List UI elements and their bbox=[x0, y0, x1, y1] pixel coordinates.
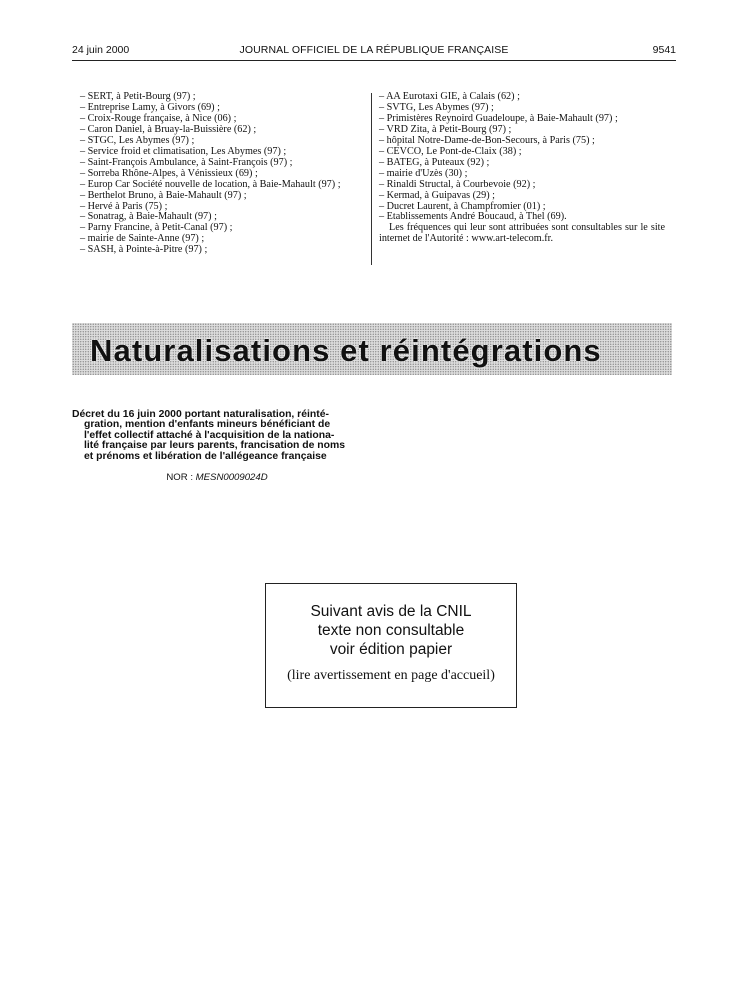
decree-title bbox=[72, 410, 362, 462]
list-item: – Etablissements André Boucaud, à Thel (69). bbox=[379, 211, 567, 223]
list-item: – STGC, Les Abymes (97) ; bbox=[80, 134, 195, 146]
list-item: – Rinaldi Structal, à Courbevoie (92) ; bbox=[379, 178, 536, 190]
list-item: – Parny Francine, à Petit-Canal (97) ; bbox=[80, 222, 233, 234]
section-title: Naturalisations et réintégrations bbox=[90, 333, 602, 368]
list-item: – BATEG, à Puteaux (92) ; bbox=[379, 156, 490, 168]
list-item: – SERT, à Petit-Bourg (97) ; bbox=[80, 91, 196, 102]
list-item: – Europ Car Société nouvelle de location, à Baie-Mahault (97) ; bbox=[80, 178, 341, 190]
list-item: – Entreprise Lamy, à Givors (69) ; bbox=[80, 101, 220, 113]
decree-title-line: gration, mention d'enfants mineurs bénéficiant de bbox=[84, 419, 331, 431]
section-banner bbox=[72, 323, 672, 375]
list-item: – SASH, à Pointe-à-Pitre (97) ; bbox=[80, 244, 208, 256]
list-item: – Sorreba Rhône-Alpes, à Vénissieux (69) ; bbox=[80, 167, 258, 179]
list-item: – Saint-François Ambulance, à Saint-François (97) ; bbox=[80, 156, 293, 168]
frequencies-note: Les fréquences qui leur sont attribuées sont consultables sur le site internet de l'Autorité : www.art-telecom.fr. bbox=[379, 222, 665, 245]
nor-reference bbox=[72, 472, 362, 483]
decree-title-line: lité française par leurs parents, francisation de noms bbox=[84, 440, 346, 452]
list-item: – CEVCO, Le Pont-de-Claix (38) ; bbox=[379, 145, 522, 157]
journal-title: JOURNAL OFFICIEL DE LA RÉPUBLIQUE FRANÇAISE bbox=[239, 44, 509, 56]
list-item: – mairie de Sainte-Anne (97) ; bbox=[80, 233, 205, 245]
list-item: – Sonatrag, à Baie-Mahault (97) ; bbox=[80, 211, 217, 223]
cnil-line-3: voir édition papier bbox=[329, 641, 453, 658]
cnil-notice-box bbox=[265, 583, 517, 708]
decree-title-line: l'effet collectif attaché à l'acquisition de la nationa- bbox=[84, 429, 335, 441]
left-column-list bbox=[80, 92, 365, 256]
nor-code: MESN0009024D bbox=[195, 472, 268, 483]
header-date: 24 juin 2000 bbox=[72, 44, 130, 56]
list-item: – VRD Zita, à Petit-Bourg (97) ; bbox=[379, 123, 512, 135]
decree-title-line: et prénoms et libération de l'allégeance française bbox=[84, 450, 327, 462]
decree-title-line: Décret du 16 juin 2000 portant naturalisation, réinté- bbox=[72, 409, 329, 420]
cnil-line-1: Suivant avis de la CNIL bbox=[310, 603, 472, 620]
list-item: – hôpital Notre-Dame-de-Bon-Secours, à Paris (75) ; bbox=[379, 134, 595, 146]
list-item: – Kermad, à Guipavas (29) ; bbox=[379, 189, 495, 201]
page-number: 9541 bbox=[652, 44, 676, 56]
nor-label: NOR : bbox=[166, 472, 193, 483]
cnil-line-4: (lire avertissement en page d'accueil) bbox=[287, 668, 495, 683]
list-item: – AA Eurotaxi GIE, à Calais (62) ; bbox=[379, 91, 520, 102]
list-item: – Berthelot Bruno, à Baie-Mahault (97) ; bbox=[80, 189, 247, 201]
list-item: – Caron Daniel, à Bruay-la-Buissière (62) ; bbox=[80, 123, 257, 135]
column-divider bbox=[371, 93, 372, 265]
page-header bbox=[72, 44, 676, 58]
header-rule bbox=[72, 60, 676, 61]
list-item: – SVTG, Les Abymes (97) ; bbox=[379, 101, 494, 113]
cnil-line-2: texte non consultable bbox=[317, 622, 465, 639]
list-item: – Ducret Laurent, à Champfromier (01) ; bbox=[379, 200, 546, 212]
list-item: – mairie d'Uzès (30) ; bbox=[379, 167, 468, 179]
list-item: – Primistères Reynoird Guadeloupe, à Baie-Mahault (97) ; bbox=[379, 112, 618, 124]
list-item: – Hervé à Paris (75) ; bbox=[80, 200, 168, 212]
list-item: – Service froid et climatisation, Les Abymes (97) ; bbox=[80, 145, 287, 157]
right-column-list bbox=[379, 92, 665, 245]
list-item: – Croix-Rouge française, à Nice (06) ; bbox=[80, 112, 237, 124]
